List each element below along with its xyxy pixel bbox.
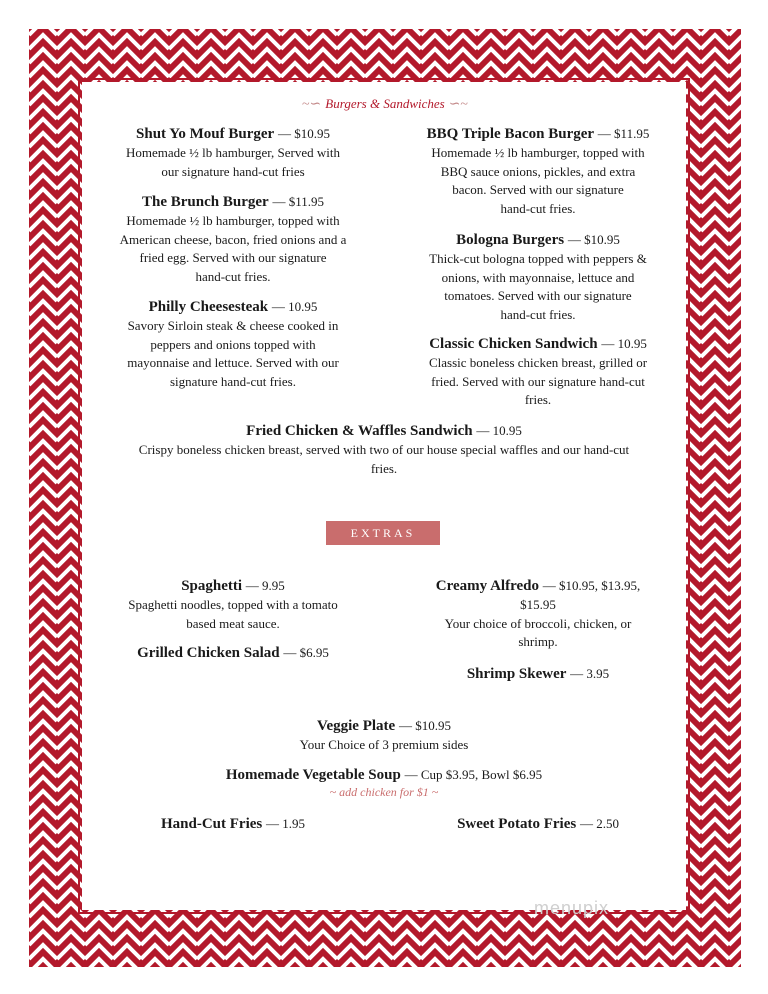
item-name: Creamy Alfredo (435, 578, 539, 594)
item-desc-line: Homemade ½ lb hamburger, topped with (126, 213, 340, 228)
item-name: Homemade Vegetable Soup (225, 767, 401, 783)
item-desc-line: shrimp. (518, 634, 558, 649)
flourish-right-icon: ∽~ (448, 97, 469, 112)
item-price: — $11.95 (597, 126, 650, 141)
item-note: ~ add chicken for $1 ~ (329, 785, 439, 799)
item-desc-line: Homemade ½ lb hamburger, topped with (431, 145, 645, 160)
menu-item (400, 124, 676, 218)
menu-item (98, 124, 368, 181)
item-desc-line: fries. (370, 460, 398, 476)
item-price: — 1.95 (266, 816, 305, 831)
item-price: — $6.95 (283, 645, 329, 660)
item-desc-line: our signature hand-cut fries (161, 163, 305, 179)
menu-item (400, 814, 676, 834)
menu-item (400, 230, 676, 324)
item-desc-line: BBQ sauce onions, pickles, and extra (440, 163, 636, 179)
item-price-continued: $15.95 (520, 597, 556, 612)
item-name: Bologna Burgers (456, 232, 565, 248)
item-price: — $11.95 (272, 194, 324, 209)
item-price: — 10.95 (476, 423, 522, 438)
item-desc-line: peppers and onions topped with (150, 336, 316, 352)
item-desc-line: Crispy boneless chicken breast, served with two of our house special waffles and our hand-cut (138, 442, 630, 457)
item-desc-line: based meat sauce. (186, 615, 280, 631)
item-price: — 3.95 (570, 666, 610, 681)
item-desc-line: fried egg. Served with our signature (139, 250, 327, 265)
section-title: Burgers & Sandwiches (325, 96, 445, 111)
item-name: Sweet Potato Fries (457, 816, 577, 832)
watermark: menupix (534, 898, 610, 918)
item-name: Classic Chicken Sandwich (429, 336, 598, 352)
item-price: — $10.95 (398, 718, 451, 733)
item-name: The Brunch Burger (142, 194, 269, 210)
menu-item (98, 814, 368, 834)
item-desc-line: Savory Sirloin steak & cheese cooked in (127, 318, 339, 333)
item-name: Grilled Chicken Salad (137, 645, 280, 661)
item-price: — $10.95, $13.95, (542, 578, 641, 593)
section-header-burgers (280, 95, 490, 113)
item-name: BBQ Triple Bacon Burger (426, 126, 595, 142)
menu-item (100, 716, 668, 755)
item-desc-line: fries. (524, 392, 552, 407)
item-desc-line: Classic boneless chicken breast, grilled or (428, 355, 648, 370)
menu-item (100, 765, 668, 800)
menu-item (400, 576, 676, 652)
item-desc-line: mayonnaise and lettuce. Served with our (127, 355, 339, 370)
item-desc-line: hand-cut fries. (195, 268, 271, 284)
item-desc-line: Spaghetti noodles, topped with a tomato (128, 597, 338, 612)
menu-item (400, 334, 676, 410)
item-name: Philly Cheesesteak (148, 299, 269, 315)
menu-item (100, 421, 668, 478)
item-price: — $10.95 (567, 232, 620, 247)
flourish-left-icon: ~∽ (301, 97, 322, 112)
item-desc-line: signature hand-cut fries. (170, 373, 296, 389)
item-desc-line: Your Choice of 3 premium sides (299, 737, 469, 752)
menu-item (400, 664, 676, 684)
item-desc-line: bacon. Served with our signature (452, 182, 624, 197)
item-desc-line: Thick-cut bologna topped with peppers & (429, 251, 647, 266)
item-name: Shrimp Skewer (466, 666, 567, 682)
extras-banner: EXTRAS (326, 521, 440, 545)
item-price: — 9.95 (245, 578, 285, 593)
item-desc-line: Homemade ½ lb hamburger, Served with (125, 145, 341, 160)
item-name: Spaghetti (181, 578, 243, 594)
item-desc-line: fried. Served with our signature hand-cut (431, 373, 645, 389)
item-desc-line: tomatoes. Served with our signature (444, 288, 632, 303)
menu-item (98, 297, 368, 391)
item-desc-line: Your choice of broccoli, chicken, or (444, 615, 632, 631)
item-name: Veggie Plate (317, 718, 396, 734)
item-name: Fried Chicken & Waffles Sandwich (246, 423, 473, 439)
item-price: — 10.95 (601, 336, 647, 351)
item-desc-line: hand-cut fries. (500, 200, 576, 216)
item-price: — $10.95 (277, 126, 330, 141)
item-desc-line: onions, with mayonnaise, lettuce and (441, 269, 635, 285)
item-price: — 2.50 (579, 816, 619, 831)
menu-item (98, 192, 368, 286)
item-desc-line: hand-cut fries. (500, 306, 576, 322)
item-name: Shut Yo Mouf Burger (136, 126, 275, 142)
menu-item (98, 643, 368, 663)
item-desc-line: American cheese, bacon, fried onions and a (119, 231, 347, 247)
menu-item (98, 576, 368, 633)
item-name: Hand-Cut Fries (161, 816, 263, 832)
item-price: — Cup $3.95, Bowl $6.95 (404, 767, 543, 782)
item-price: — 10.95 (271, 299, 318, 314)
